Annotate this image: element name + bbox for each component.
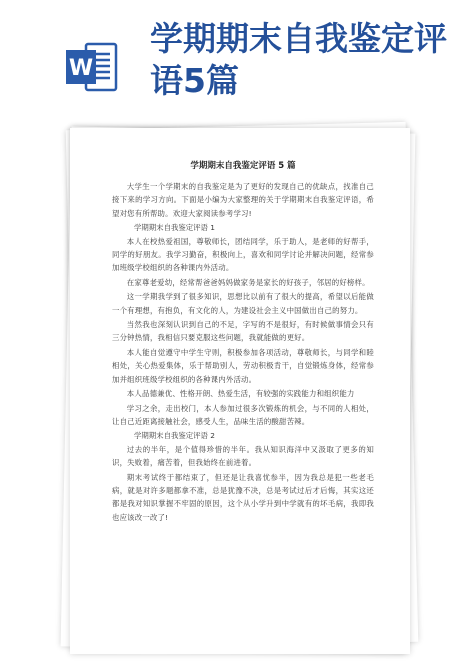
document-title: 学期期末自我鉴定评语 5 篇 [190,161,296,171]
paragraph: 学习之余，走出校门，本人参加过很多次锻炼的机会，与不同的人相处，让自己近距离接触社会，感受人生，品味生活的酸甜苦辣。 [112,403,374,426]
paragraph: 大学生一个学期末的自我鉴定是为了更好的发现自己的优缺点，找准自己接下来的学习方向。下面是小编为大家整理的关于学期期末自我鉴定评语，希望对您有所帮助。欢迎大家阅读参考学习! [112,182,374,218]
paragraph: 本人品德兼优、性格开朗、热爱生活，有较强的实践能力和组织能力 [126,389,355,399]
paragraph: 本人在校热爱祖国，尊敬师长，团结同学，乐于助人，是老师的好帮手，同学的好朋友。我学习勤奋，积极向上，喜欢和同学讨论并解决问题，经常参加班级学校组织的各种课内外活动。 [112,236,374,273]
paragraph: 这一学期我学到了很多知识，思想比以前有了很大的提高，希望以后能做一个有理想，有抱负，有文化的人，为建设社会主义中国做出自己的努力。 [112,292,374,315]
word-logo-letter: W [68,56,94,81]
paragraph: 本人能自觉遵守中学生守则，积极参加各项活动，尊敬师长，与同学和睦相处，关心热爱集体，乐于帮助别人，劳动积极肯干，自觉锻炼身体，经常参加并组织班级学校组织的各种课内外活动。 [112,347,374,384]
paragraph: 期末考试终于都结束了，但还是让我喜忧参半，因为我总是犯一些老毛病，就是对许多题都拿不准，总是犹豫不决，总是考试过后才后悔，其实这还都是我对知识掌握不牢固的原因，这个从小学升到中学就有的坏毛病，我即我也应该改一改了! [112,472,374,522]
paragraph: 在家尊老爱幼，经常帮爸爸妈妈做家务是家长的好孩子，邻居的好榜样。 [126,277,370,287]
header-banner [0,0,474,110]
paragraph: 过去的半年，是个值得珍惜的半年。我从知识海洋中又汲取了更多的知识，失败着，痛苦着，但我始终在前进着。 [112,444,374,468]
document-body [112,160,374,525]
paragraph: 当然我也深刻认识到自己的不足，字写的不是很好，有时候做事情会只有三分钟热情，我相信只要克服这些问题，我就能做的更好。 [112,320,374,343]
banner-title: 学期期末自我鉴定评语5篇 [150,19,447,100]
section-heading: 学期期末自我鉴定评语 2 [134,431,215,441]
section-heading: 学期期末自我鉴定评语 1 [134,223,215,233]
word-doc-icon [64,40,120,96]
